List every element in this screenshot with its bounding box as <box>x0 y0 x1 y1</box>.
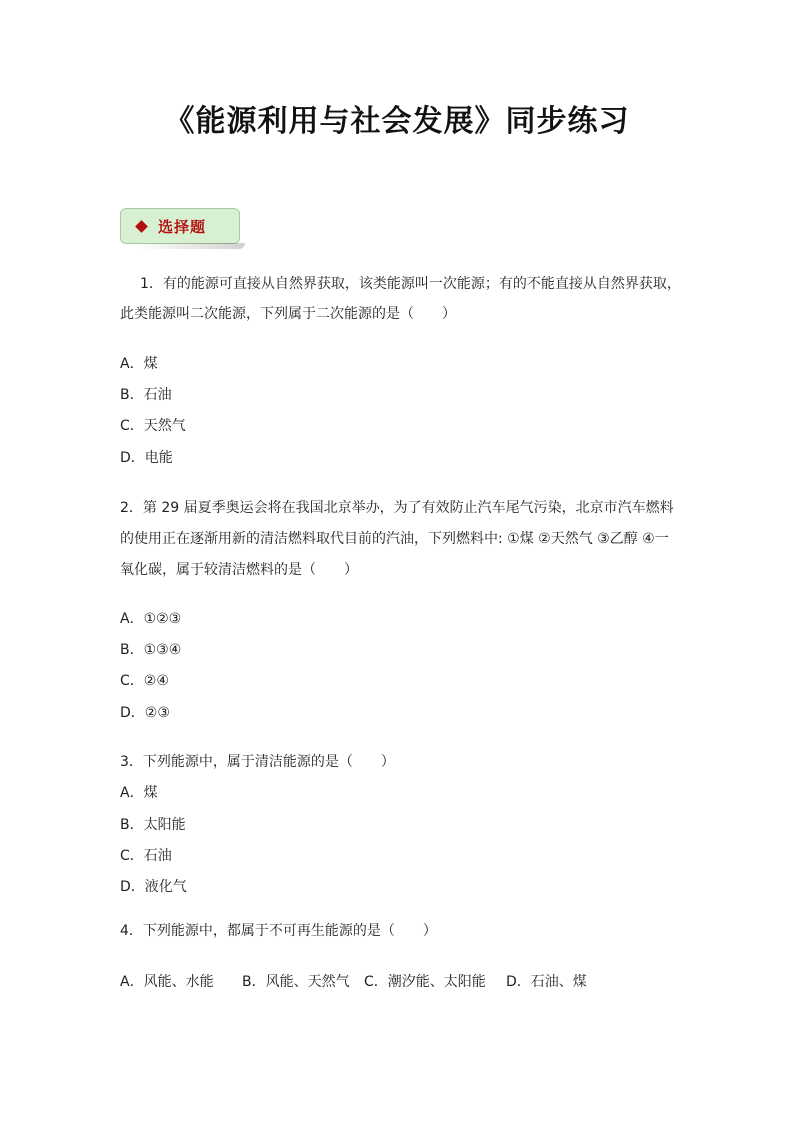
q4-option-a: A．风能、水能 <box>120 974 214 990</box>
q1-text-line-2: 此类能源叫二次能源，下列属于二次能源的是（ ） <box>120 306 456 322</box>
q1-option-b: B．石油 <box>120 387 172 403</box>
section-tag <box>120 208 240 244</box>
diamond-icon <box>135 220 148 233</box>
q3-option-a: A．煤 <box>120 785 158 801</box>
q2-option-c: C．②④ <box>120 673 169 689</box>
section-tag-shadow <box>135 243 245 249</box>
q1-text-line-1: 1．有的能源可直接从自然界获取，该类能源叫一次能源；有的不能直接从自然界获取， <box>140 276 681 292</box>
section-label: 选择题 <box>158 217 207 236</box>
q4-option-c: C．潮汐能、太阳能 <box>364 974 486 990</box>
q1-option-c: C．天然气 <box>120 418 186 434</box>
q2-text-line-1: 2．第 29 届夏季奥运会将在我国北京举办，为了有效防止汽车尾气污染，北京市汽车燃料 <box>120 500 674 516</box>
q4-option-d: D．石油、煤 <box>506 974 587 990</box>
q3-option-b: B．太阳能 <box>120 817 186 833</box>
q4-options-row <box>120 972 680 992</box>
q2-option-a: A．①②③ <box>120 611 182 627</box>
q2-option-d: D．②③ <box>120 705 170 721</box>
q2-text-line-2: 的使用正在逐渐用新的清洁燃料取代目前的汽油，下列燃料中: ①煤 ②天然气 ③乙醇 ④一 <box>120 531 669 547</box>
q1-option-d: D．电能 <box>120 450 173 466</box>
q3-text-line-1: 3．下列能源中，属于清洁能源的是（ ） <box>120 754 395 770</box>
q3-option-d: D．液化气 <box>120 879 187 895</box>
page-title: 《能源利用与社会发展》同步练习 <box>164 104 630 139</box>
q2-text-line-3: 氧化碳，属于较清洁燃料的是（ ） <box>120 562 358 578</box>
q2-option-b: B．①③④ <box>120 642 182 658</box>
q3-option-c: C．石油 <box>120 848 172 864</box>
q4-option-b: B．风能、天然气 <box>242 974 350 990</box>
q1-option-a: A．煤 <box>120 356 158 372</box>
q4-text-line-1: 4．下列能源中，都属于不可再生能源的是（ ） <box>120 923 437 939</box>
